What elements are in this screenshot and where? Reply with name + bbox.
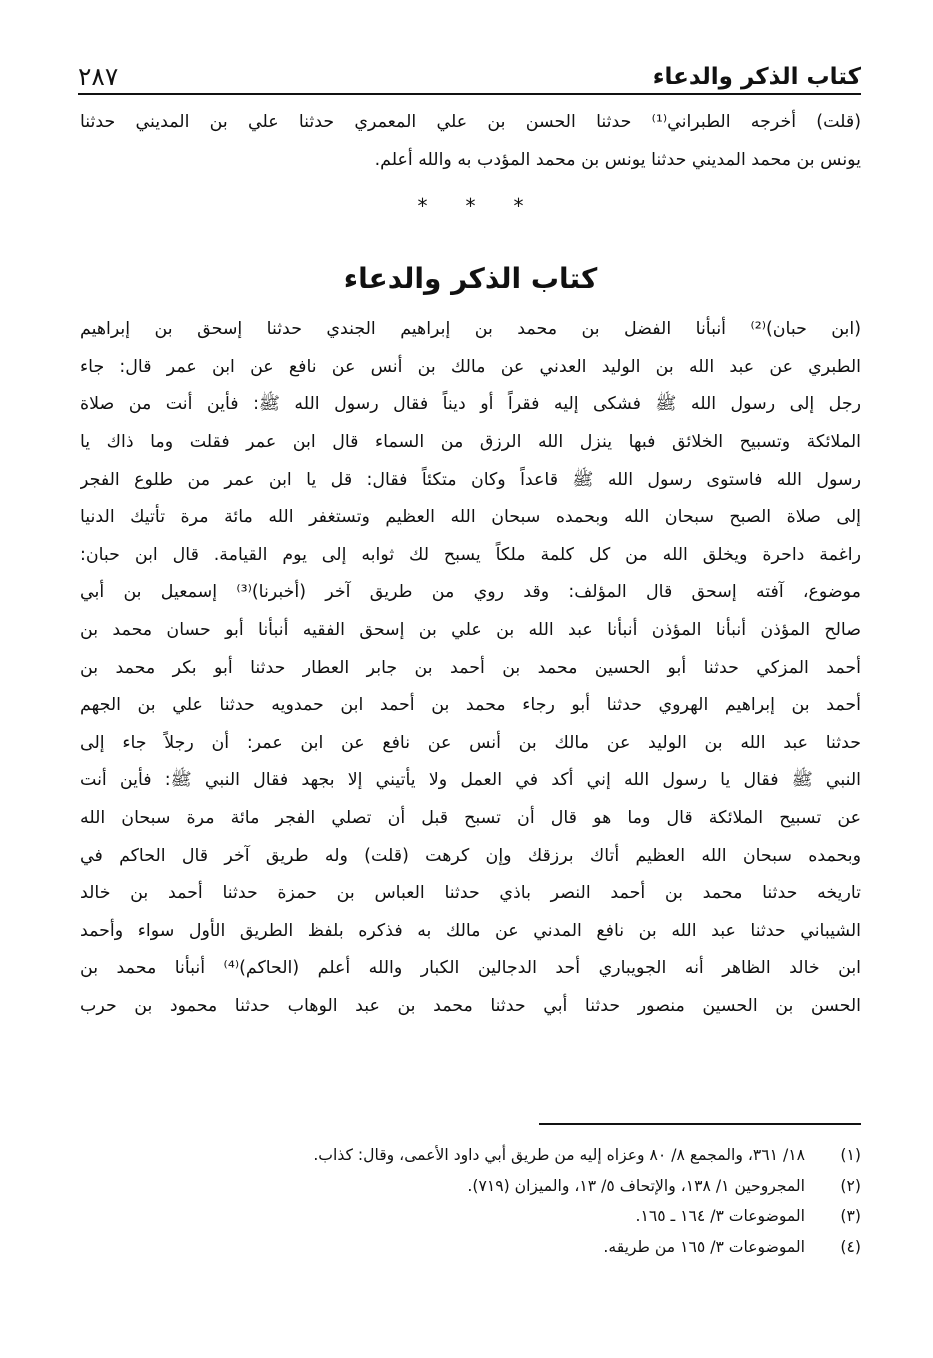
text-line: أحمد المزكي حدثنا أبو الحسين محمد بن أحمد بن جابر العطار حدثنا أبو بكر محمد بن <box>80 657 861 678</box>
footnote-number: (٤) <box>840 1237 861 1256</box>
text-line: موضوع، آفته إسحق قال المؤلف: وقد روي من طريق آخر (أخبرنا)⁽³⁾ إسمعيل بن أبي <box>80 582 861 603</box>
body-text <box>80 104 861 1025</box>
footnote <box>200 1232 861 1263</box>
footnote <box>200 1201 861 1232</box>
text-line: الملائكة وتسبيح الخلائق فبها ينزل الله الرزق من السماء قال ابن عمر فقلت وما ذاك يا <box>80 431 861 452</box>
footnote-rule <box>539 1123 861 1125</box>
text-line: ابن خالد الظاهر أنه الجويباري أحد الدجالين الكبار والله أعلم (الحاكم)⁽⁴⁾ أنبأنا محمد بن <box>80 958 861 979</box>
text-line: رجل إلى رسول الله ﷺ فشكى إليه فقراً أو ديناً فقال رسول الله ﷺ: فأين أنت من صلاة <box>80 394 861 415</box>
footnote-number: (٣) <box>840 1207 861 1225</box>
asterisk-ornament: * <box>513 194 524 219</box>
footnotes <box>200 1140 861 1262</box>
footnote-text: الموضوعات ٣/ ١٦٥ من طريقه. <box>603 1237 805 1256</box>
text-line: الطبري عن عبد الله بن الوليد العدني عن مالك بن أنس عن نافع عن ابن عمر قال: جاء <box>80 356 861 377</box>
text-line: يونس بن محمد المديني حدثنا يونس بن محمد المؤدب به والله أعلم. <box>374 149 861 170</box>
footnote-text: ١٨/ ٣٦١، والمجمع ٨/ ٨٠ وعزاه إليه من طريق أبي داود الأعمى، وقال: كذاب. <box>313 1146 805 1164</box>
footnote-text: الموضوعات ٣/ ١٦٤ ـ ١٦٥. <box>635 1207 805 1225</box>
running-title: كتاب الذكر والدعاء <box>652 64 861 90</box>
section-separator <box>80 183 861 229</box>
footnote <box>200 1140 861 1171</box>
text-line: (ابن حبان)⁽²⁾ أنبأنا الفضل بن محمد بن إبراهيم الجندي حدثنا إسحق بن إبراهيم <box>80 319 861 340</box>
text-line: الشيباني حدثنا عبد الله بن نافع المدني عن مالك به فذكره بلفظ الطريق الأول سواء وأحمد <box>80 920 861 941</box>
section-heading: كتاب الذكر والدعاء <box>343 262 598 296</box>
text-line: أحمد بن إبراهيم الهروي حدثنا أبو رجاء محمد بن أحمد ابن حمدويه حدثنا علي بن الجهم <box>80 695 861 716</box>
text-line: الحسن بن الحسين منصور حدثنا أبي حدثنا محمد بن عبد الوهاب حدثنا محمود بن حرب <box>80 995 861 1016</box>
text-line: راغمة داحرة ويخلق الله من كل كلمة ملكاً يسبح لك ثوابه إلى يوم القيامة. قال ابن حبان: <box>80 544 861 565</box>
text-line: صالح المؤذن أنبأنا المؤذن أنبأنا عبد الله بن علي بن إسحق الفقيه أنبأنا أبو حسان محمد بن <box>80 619 861 640</box>
running-header <box>78 58 861 92</box>
footnote-number: (٢) <box>840 1176 861 1195</box>
footnote <box>200 1171 861 1202</box>
asterisk-ornament: * <box>417 194 428 219</box>
text-line: (قلت) أخرجه الطبراني⁽¹⁾ حدثنا الحسن بن علي المعمري حدثنا علي بن المديني حدثنا <box>80 112 861 132</box>
text-line: رسول الله فاستوى رسول الله ﷺ قاعداً وكان متكئاً فقال: قل يا ابن عمر من طلوع الفجر <box>80 469 861 490</box>
footnote-text: المجروحين ١/ ١٣٨، والإتحاف ٥/ ١٣، والميزان (٧١٩). <box>467 1176 805 1195</box>
text-line: عن تسبيح الملائكة قال وما هو قال أن تسبح قبل أن تصلي الفجر مائة مرة سبحان الله <box>80 807 861 828</box>
text-line: حدثنا عبد الله بن الوليد عن مالك بن أنس عن نافع عن ابن عمر: أن رجلاً جاء إلى <box>80 732 861 753</box>
text-line: تاريخه حدثنا محمد بن أحمد النصر باذي حدثنا العباس بن حمزة حدثنا أحمد بن خالد <box>80 883 861 904</box>
text-line: إلى صلاة الصبح سبحان الله وبحمده سبحان الله العظيم وتستغفر الله مائة مرة تأتيك الدنيا <box>80 507 861 528</box>
text-line: النبي ﷺ فقال يا رسول الله إني أكد في العمل ولا يأتيني إلا بجهد فقال النبي ﷺ: فأين أنت <box>80 770 861 791</box>
asterisk-ornament: * <box>465 194 476 219</box>
header-rule <box>78 93 861 95</box>
footnote-number: (١) <box>840 1146 861 1164</box>
text-line: وبحمده سبحان الله العظيم أتاك برزقك وإن كرهت (قلت) وله طريق آخر قال الحاكم في <box>80 845 861 866</box>
page-number: ٢٨٧ <box>78 62 119 91</box>
